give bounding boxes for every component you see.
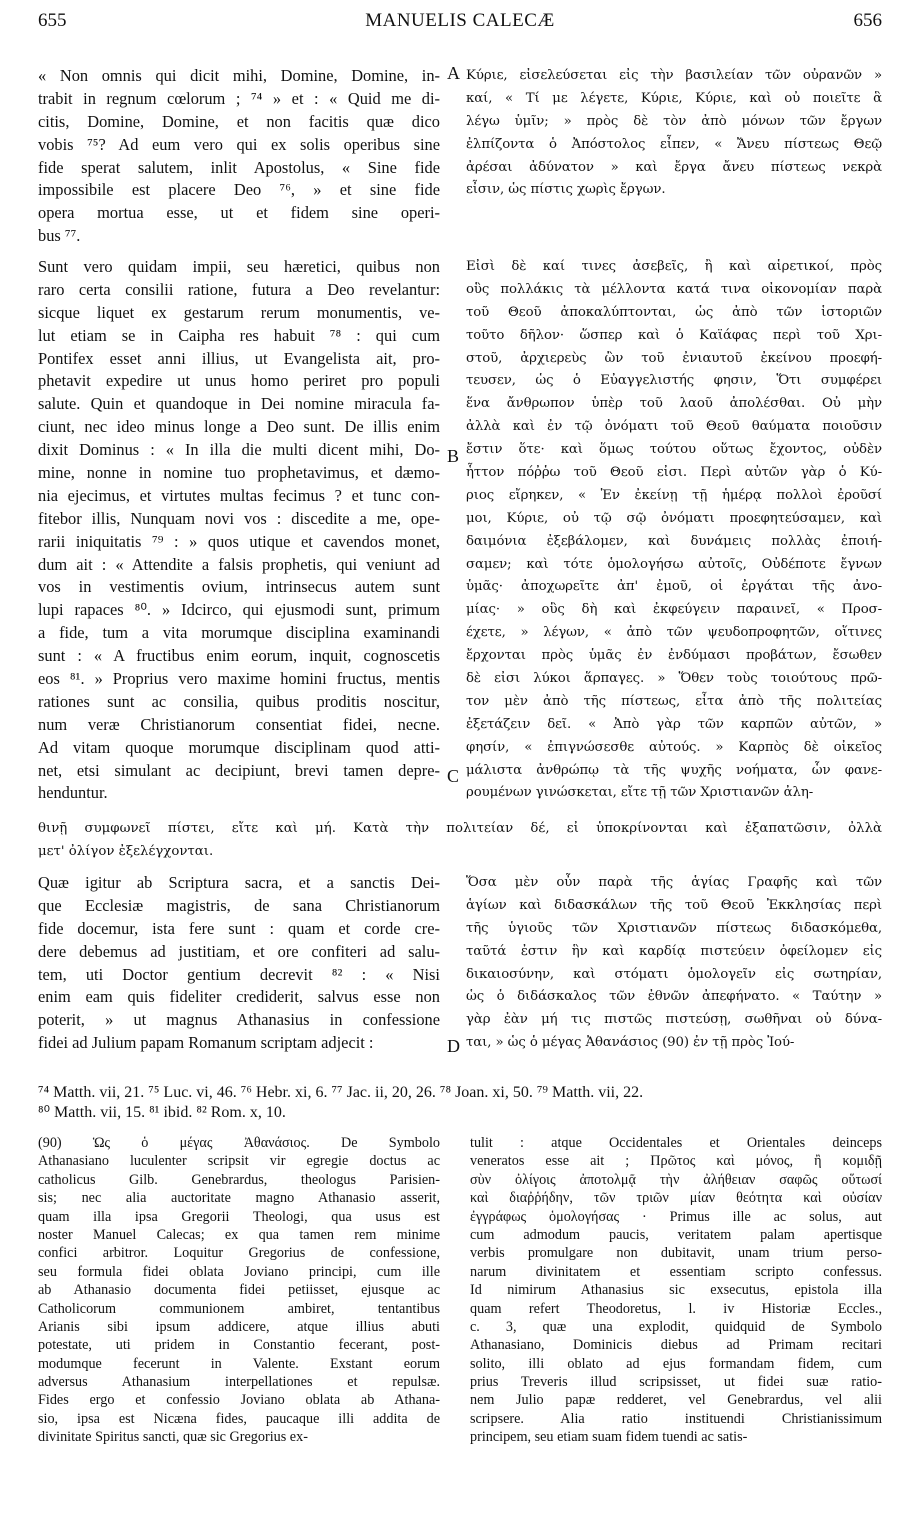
- text-line: Fides ergo et confessio Joviano oblata ab Athana-: [38, 1392, 440, 1409]
- text-line: τον μὲν ἀπὸ τῆς πίστεως, εἶτα ἀπὸ τῆς πολιτείας: [466, 693, 882, 709]
- text-line: Εἰσὶ δὲ καί τινες ἀσεβεῖς, ἢ καὶ αἱρετικοί, πρὸς: [466, 259, 882, 274]
- text-line: δαιμόνια ἐξεβάλομεν, καὶ δυνάμεις πολλὰς ἐποιή-: [466, 533, 882, 549]
- text-line: τευσεν, ὡς ὁ Εὐαγγελιστής φησιν, Ὅτι συμφέρει: [466, 373, 882, 389]
- text-line: δικαιοσύνην, καὶ στόματι ὁμολογεῖν εἰς σωτηρίαν,: [466, 966, 882, 982]
- text-line: eos ⁸¹. » Proprius vero maxime homini fructus, mentis: [38, 669, 440, 689]
- text-line: rarii iniquitatis ⁷⁹ : » quos utique et cavendos monet,: [38, 531, 440, 551]
- text-line: τοῦ Θεοῦ ἀποκαλύπτονται, ὡς ἀπὸ τῶν ἱστοριῶν: [466, 304, 882, 320]
- text-line: que Ecclesiæ magistris, de sana Christianorum: [38, 895, 440, 915]
- text-line: mine, nonne in nomine tuo prophetavimus, et dæmo-: [38, 463, 440, 483]
- text-line: ὡς ὁ διδάσκαλος τῶν ἐθνῶν ἀπεφήνατο. « Ταύτην »: [466, 989, 882, 1005]
- text-line: opera mortua esse, ut et fidem sine operi-: [38, 203, 440, 223]
- text-line: num veræ Christianorum consentiat fidei, necne.: [38, 714, 440, 734]
- text-line: εἶσιν, ὡς πίστις χωρὶς ἔργων.: [466, 182, 666, 198]
- text-line: ρουμένων γινώσκεται, εἴτε τῇ τῶν Χριστιανῶν ἀλη-: [466, 785, 814, 801]
- editorial-note-left: [38, 1134, 440, 1447]
- greek-column-section-1: [466, 65, 882, 202]
- text-line: (90) Ὡς ὁ μέγας Ἀθανάσιος. De Symbolo: [38, 1135, 440, 1151]
- running-header: [38, 6, 882, 36]
- text-line: enim eam quis fideliter crediderit, salvus esse non: [38, 987, 440, 1007]
- text-line: fide sperat salutem, inlit Apostolus, « Sine fide: [38, 157, 440, 177]
- text-line: salute. Quin et quandoque in Dei nomine miracula fa-: [38, 394, 440, 414]
- text-line: scripsere. Alia ratio instituendi Christianissimum: [470, 1410, 882, 1427]
- text-line: fitebor illis, Nunquam novi vos : discedite a me, ope-: [38, 508, 440, 528]
- text-line: Ὅσα μὲν οὖν παρὰ τῆς ἁγίας Γραφῆς καὶ τῶν: [466, 875, 882, 890]
- text-line: veneratos esse ait ; Πρῶτος καὶ μόνος, ἢ κομιδῇ: [470, 1153, 882, 1170]
- text-line: Catholicorum communionem ambiret, tentantibus: [38, 1300, 440, 1317]
- text-line: ὑμᾶς· ἀποχωρεῖτε ἀπ' ἐμοῦ, οἱ ἐργάται τῆς ἀνο-: [466, 579, 882, 595]
- text-line: μίας· » οὓς δὴ καὶ ἐκφεύγειν παραινεῖ, « Προσ-: [466, 602, 882, 618]
- text-line: Pontifex esset anni illius, ut Evangelista ait, pro-: [38, 348, 440, 368]
- text-line: sis; nec alia auctoritate magno Athanasio asserit,: [38, 1190, 440, 1207]
- text-line: ἐγγράφως ὁμολογήσας · Primus ille ac solus, aut: [470, 1208, 882, 1225]
- text-line: quam illa ipsa Gregorii Theologi, qua usus est: [38, 1208, 440, 1225]
- text-line: σὺν ὀλίγοις ἀποτολμᾷ τὴν ἀλήθειαν σαφῶς οὕτωσί: [470, 1171, 882, 1188]
- text-line: lut etiam se in Caipha res habuit ⁷⁸ : qui cum: [38, 325, 440, 345]
- text-line: στοῦ, ἀρχιερεὺς ὢν τοῦ ἐνιαυτοῦ ἐκείνου προεφή-: [466, 350, 882, 366]
- text-line: fidei ad Julium papam Romanum scriptam adjecit :: [38, 1033, 374, 1053]
- text-line: Quæ igitur ab Scriptura sacra, et a sanctis Dei-: [38, 873, 440, 892]
- text-line: sio, ipsa est Nicæna fides, paucaque illi addita de: [38, 1410, 440, 1427]
- margin-letter-b: B: [447, 446, 460, 466]
- text-line: Id nimirum Athanasius sic exsecutus, epistola illa: [470, 1282, 882, 1299]
- text-line: γὰρ ἐὰν μή τις πιστῶς πιστεύσῃ, σωθῆναι οὐ δύνα-: [466, 1012, 882, 1028]
- text-line: « Non omnis qui dicit mihi, Domine, Domine, in-: [38, 66, 440, 85]
- text-line: henduntur.: [38, 783, 108, 803]
- latin-column-section-1: [38, 65, 440, 248]
- text-line: ἔστιν ὅτε· καὶ ὅμως τούτου οὕτως ἔχοντος, οὐδὲν: [466, 442, 882, 458]
- text-line: ἁγίων καὶ διδασκάλων τῆς τοῦ Θεοῦ Ἐκκλησίας περὶ: [466, 897, 882, 913]
- greek-spanning-line-2: μετ' ὀλίγον ἐξελέγχονται.: [38, 844, 214, 859]
- text-line: ἀρέσαι ἀδύνατον » καὶ ἔργα ἄνευ πίστεως νεκρὰ: [466, 159, 882, 175]
- text-line: sunt : « A fructibus enim eorum, inquit, cognoscetis: [38, 646, 440, 666]
- text-line: nem Julio papæ redderet, vel Genebrardus, vel alii: [470, 1392, 882, 1409]
- text-line: modumque fecerunt in Valente. Exstant eorum: [38, 1355, 440, 1372]
- text-line: έχετε, » λέγων, « ἀπὸ τῶν ψευδοπροφητῶν, οἵτινες: [466, 625, 882, 641]
- text-line: ciunt, nec ideo minus longe a Deo sunt. De illis enim: [38, 417, 440, 437]
- greek-column-section-2: [466, 256, 882, 805]
- text-line: σαμεν; καὶ τότε ὁμολογήσω αὐτοῖς, Οὐδέποτε ἔγνων: [466, 556, 882, 572]
- text-line: principem, seu etiam suam fidem tuendi ac satis-: [470, 1429, 748, 1446]
- text-line: τοῦτο δῆλον· ὥσπερ καὶ ὁ Καϊάφας περὶ τοῦ Χρι-: [466, 327, 882, 343]
- text-line: net, etsi simulant ac decipiunt, brevi tamen depre-: [38, 760, 440, 780]
- text-line: dere debemus ad justitiam, et ore confiteri ad salu-: [38, 941, 440, 961]
- text-line: Athanasiano luculenter scripsit vir egregie doctus ac: [38, 1153, 440, 1170]
- text-line: solito, illi oblato ad ejus formandam fidem, cum: [470, 1355, 882, 1372]
- running-title: MANUELIS CALECÆ: [365, 10, 555, 31]
- text-line: tem, uti Doctor gentium decrevit ⁸² : « Nisi: [38, 964, 440, 984]
- text-line: ται, » ὡς ὁ μέγας Ἀθανάσιος (90) ἐν τῇ πρὸς Ἰού-: [466, 1035, 795, 1051]
- text-line: rationes sunt ac consilia, quibus proditis noscitur,: [38, 691, 440, 711]
- text-line: vobis ⁷⁵? Ad eum vero qui ex solis operibus sine: [38, 134, 440, 154]
- text-line: poterit, » ut magnus Athanasius in confessione: [38, 1010, 440, 1030]
- text-line: cum admodum paucis, veritatem palam apertisque: [470, 1226, 882, 1243]
- text-line: ἧττον πόῤῥω τοῦ Θεοῦ εἰσι. Περὶ αὐτῶν γὰρ ὁ Κύ-: [466, 465, 882, 481]
- text-line: quam refert Theodoretus, l. iv Historiæ Eccles.,: [470, 1300, 882, 1317]
- text-line: adversus Athanasium interpellationes et repulsæ.: [38, 1374, 440, 1391]
- latin-column-section-2: [38, 256, 440, 805]
- margin-letter-a: A: [447, 63, 460, 83]
- text-line: tulit : atque Occidentales et Orientales deinceps: [470, 1135, 882, 1151]
- text-line: dixit Dominus : « In illa die multi dicent mihi, Do-: [38, 440, 440, 460]
- text-line: seu formula fidei oblata Joviano principi, cum ille: [38, 1263, 440, 1280]
- text-line: μοι, Κύριε, οὐ τῷ σῷ ὀνόματι προεφητεύσαμεν, καὶ: [466, 510, 882, 526]
- text-line: Sunt vero quidam impii, seu hæretici, quibus non: [38, 257, 440, 276]
- footnote-line: ⁸⁰ Matth. vii, 15. ⁸¹ ibid. ⁸² Rom. x, 10.: [38, 1104, 286, 1121]
- text-line: a fide, tum a vita morumque disciplina examinandi: [38, 623, 440, 643]
- text-line: confici arbitror. Loquitur Gregorius de confessione,: [38, 1245, 440, 1262]
- text-line: Κύριε, εἰσελεύσεται εἰς τὴν βασιλείαν τῶν οὐρανῶν »: [466, 68, 882, 83]
- text-line: phetavit expedire ut unus homo periret pro populi: [38, 371, 440, 391]
- text-line: ἔρχονται πρὸς ὑμᾶς ἐν ἐνδύμασι προβάτων, ἔσωθεν: [466, 648, 882, 664]
- text-line: prius Treveris illud scripsisset, ut fidei suæ ratio-: [470, 1374, 882, 1391]
- greek-column-section-3: [466, 872, 882, 1055]
- text-line: δὲ εἰσι λύκοι ἅρπαγες. » Ὅθεν τοὺς τοιούτους πρῶ-: [466, 671, 882, 687]
- text-line: c. 3, quæ una explodit, quidquid de Symbolo: [470, 1318, 882, 1335]
- text-line: καὶ διαῤῥήδην, τῶν τριῶν μίαν θεότητα καὶ οὐσίαν: [470, 1190, 882, 1207]
- margin-letter-c: C: [447, 766, 460, 786]
- editorial-note-right: [470, 1134, 882, 1447]
- text-line: ἀλλὰ καὶ ἐν τῷ ὀνόματι τοῦ Θεοῦ θαύματα ποιοῦσιν: [466, 419, 882, 435]
- text-line: Athanasiano, Dominicis diebus ad Primam recitari: [470, 1337, 882, 1354]
- text-line: vos in vestimentis ovium, intrinsecus autem sunt: [38, 577, 440, 597]
- text-line: raro certa consilii ratione, futura a Deo revelantur:: [38, 279, 440, 299]
- text-line: μάλιστα ἀνθρώπῳ τὰ τῆς ψυχῆς νοήματα, ὧν φανε-: [466, 762, 882, 778]
- greek-spanning-line-1: θινῇ συμφωνεῖ πίστει, εἴτε καὶ μή. Κατὰ τὴν πολιτείαν δέ, εἰ ὑποκρίνονται καὶ ἐξαπατῶσιν, ὀλλὰ: [38, 821, 882, 836]
- text-line: ἐλπίζοντα ὁ Ἀπόστολος εἶπεν, « Ἄνευ πίστεως Θεῷ: [466, 136, 882, 152]
- text-line: φησίν, « ἐπιγνώσεσθε αὐτούς. » Καρπὸς δὲ οἰκεῖος: [466, 739, 882, 755]
- text-line: καί, « Τί με λέγετε, Κύριε, Κύριε, καὶ οὐ ποιεῖτε ἃ: [466, 90, 882, 106]
- margin-letter-d: D: [447, 1036, 460, 1056]
- text-line: dum ait : « Attendite a falsis prophetis, qui veniunt ad: [38, 554, 440, 574]
- text-line: nia ejecimus, et virtutes multas fecimus ? et tunc con-: [38, 485, 440, 505]
- text-line: divinitate Spiritus sancti, quæ sic Gregorius ex-: [38, 1429, 308, 1446]
- text-line: fide docemur, ista fere sunt : quam et corde cre-: [38, 918, 440, 938]
- text-line: τῆς ὑγιοῦς τῶν Χριστιανῶν πίστεως διδασκόμεθα,: [466, 920, 882, 936]
- text-line: catholicus Gilb. Genebrardus, theologus Parisien-: [38, 1171, 440, 1188]
- latin-column-section-3: [38, 872, 440, 1055]
- text-line: narum divinitatem et essentiam scripto confessus.: [470, 1263, 882, 1280]
- text-line: trabit in regnum cœlorum ; ⁷⁴ » et : « Quid me di-: [38, 88, 440, 108]
- text-line: potestate, uti pridem in Constantio fecerant, post-: [38, 1337, 440, 1354]
- scripture-footnotes: [38, 1083, 882, 1123]
- text-line: ἕνα ἄνθρωπον ὑπὲρ τοῦ λαοῦ ἀπολέσθαι. Οὐ μὴν: [466, 396, 882, 412]
- text-line: citis, Domine, Domine, et non facitis quæ dico: [38, 111, 440, 131]
- text-line: bus ⁷⁷.: [38, 226, 81, 246]
- text-line: Arianis sibi ipsum addicere, atque illius abuti: [38, 1318, 440, 1335]
- text-line: sicque liquet ex gestarum rerum monumentis, ve-: [38, 302, 440, 322]
- footnote-line: ⁷⁴ Matth. vii, 21. ⁷⁵ Luc. vi, 46. ⁷⁶ Hebr. xi, 6. ⁷⁷ Jac. ii, 20, 26. ⁷⁸ Joan. xi, 50. ⁷⁹ Matth. vii, 22.: [38, 1084, 644, 1101]
- text-line: οὓς πολλάκις τὰ μέλλοντα κατά τινα οἰκονομίαν παρὰ: [466, 281, 882, 297]
- text-line: noster Manuel Calecas; ex qua tamen rem minime: [38, 1226, 440, 1243]
- text-line: impossibile est placere Deo ⁷⁶, » et sine fide: [38, 180, 440, 200]
- text-line: ab Athanasio documenta fidei petiisset, ejusque ac: [38, 1282, 440, 1299]
- text-line: ριος εἴρηκεν, « Ἐν ἐκείνῃ τῇ ἡμέρᾳ πολλοὶ ἐροῦσί: [466, 487, 882, 503]
- page-number-right: 656: [853, 10, 882, 31]
- text-line: lupi rapaces ⁸⁰. » Idcirco, qui ejusmodi sunt, primum: [38, 600, 440, 620]
- text-line: λέγω ὑμῖν; » πρὸς δὲ τὸν ἀπὸ μόνων τῶν ἔργων: [466, 113, 882, 129]
- text-line: Ad vitam quoque morumque disciplinam quod atti-: [38, 737, 440, 757]
- text-line: ταῦτά ἐστιν ἣν καὶ καρδίᾳ πιστεύειν ὀφείλομεν εἰς: [466, 943, 882, 959]
- text-line: verbis promulgare non dubitavit, unam trium perso-: [470, 1245, 882, 1262]
- page-number-left: 655: [38, 10, 67, 31]
- text-line: ἐξετάζειν δεῖ. « Ἀπὸ γὰρ τῶν καρπῶν αὐτῶν, »: [466, 716, 882, 732]
